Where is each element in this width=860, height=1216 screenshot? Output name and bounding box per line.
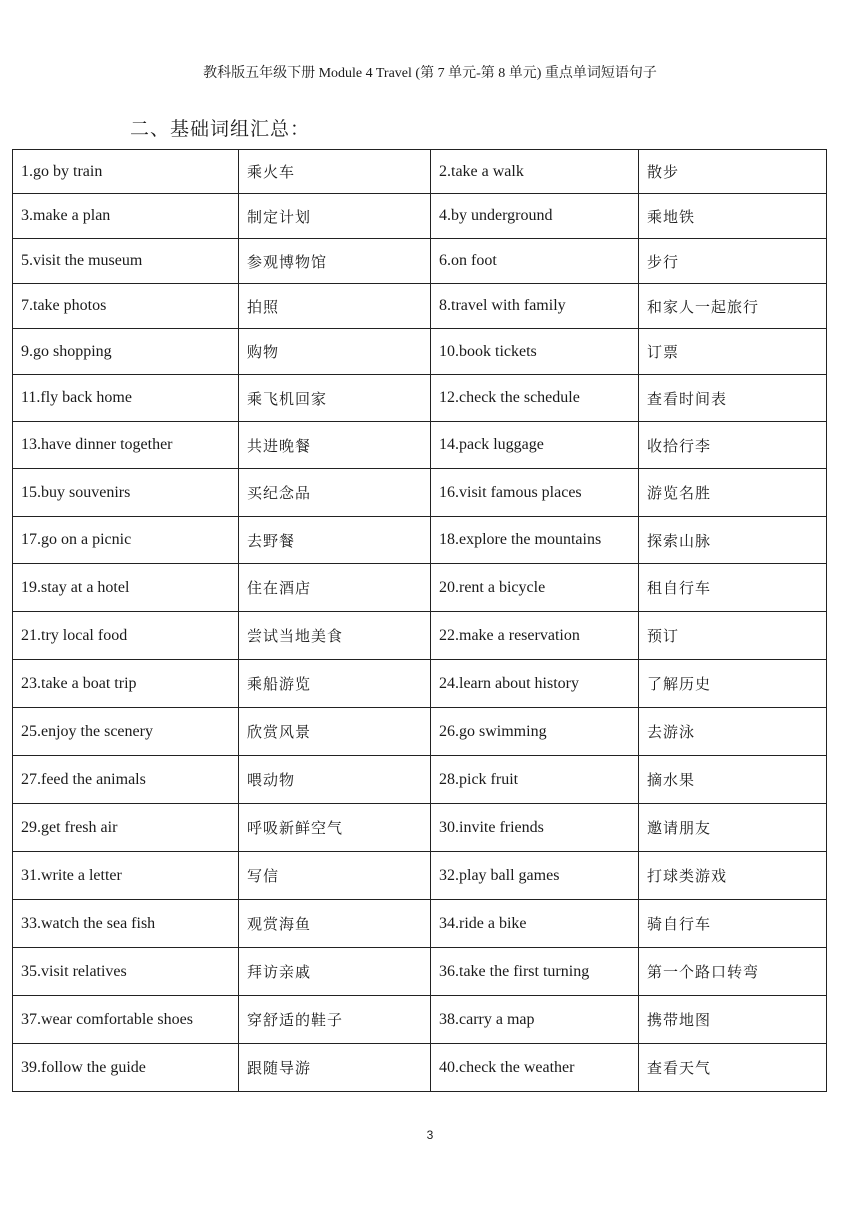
- chinese-meaning-cell: 探索山脉: [639, 517, 827, 564]
- chinese-meaning-cell: 第一个路口转弯: [639, 948, 827, 996]
- english-phrase-cell: 8.travel with family: [431, 284, 639, 329]
- chinese-meaning-cell: 乘飞机回家: [239, 375, 431, 422]
- english-phrase-cell: 27.feed the animals: [13, 756, 239, 804]
- english-phrase-cell: 16.visit famous places: [431, 469, 639, 517]
- chinese-meaning-cell: 租自行车: [639, 564, 827, 612]
- chinese-meaning-cell: 携带地图: [639, 996, 827, 1044]
- table-row: [13, 708, 827, 756]
- table-row: [13, 375, 827, 422]
- table-row: [13, 329, 827, 375]
- chinese-meaning-cell: 邀请朋友: [639, 804, 827, 852]
- chinese-meaning-cell: 拍照: [239, 284, 431, 329]
- chinese-meaning-cell: 去野餐: [239, 517, 431, 564]
- english-phrase-cell: 26.go swimming: [431, 708, 639, 756]
- english-phrase-cell: 33.watch the sea fish: [13, 900, 239, 948]
- english-phrase-cell: 6.on foot: [431, 239, 639, 284]
- english-phrase-cell: 29.get fresh air: [13, 804, 239, 852]
- english-phrase-cell: 28.pick fruit: [431, 756, 639, 804]
- vocabulary-table: [12, 149, 827, 1092]
- english-phrase-cell: 15.buy souvenirs: [13, 469, 239, 517]
- table-row: [13, 852, 827, 900]
- chinese-meaning-cell: 了解历史: [639, 660, 827, 708]
- english-phrase-cell: 36.take the first turning: [431, 948, 639, 996]
- chinese-meaning-cell: 喂动物: [239, 756, 431, 804]
- page-header: 教科版五年级下册 Module 4 Travel (第 7 单元-第 8 单元) 重点单词短语句子: [203, 66, 657, 81]
- chinese-meaning-cell: 买纪念品: [239, 469, 431, 517]
- table-row: [13, 948, 827, 996]
- english-phrase-cell: 13.have dinner together: [13, 422, 239, 469]
- chinese-meaning-cell: 和家人一起旅行: [639, 284, 827, 329]
- page-number: 3: [426, 1128, 434, 1142]
- english-phrase-cell: 1.go by train: [13, 150, 239, 194]
- chinese-meaning-cell: 摘水果: [639, 756, 827, 804]
- chinese-meaning-cell: 游览名胜: [639, 469, 827, 517]
- chinese-meaning-cell: 乘船游览: [239, 660, 431, 708]
- chinese-meaning-cell: 购物: [239, 329, 431, 375]
- chinese-meaning-cell: 跟随导游: [239, 1044, 431, 1092]
- english-phrase-cell: 10.book tickets: [431, 329, 639, 375]
- chinese-meaning-cell: 骑自行车: [639, 900, 827, 948]
- chinese-meaning-cell: 散步: [639, 150, 827, 194]
- english-phrase-cell: 37.wear comfortable shoes: [13, 996, 239, 1044]
- table-row: [13, 996, 827, 1044]
- english-phrase-cell: 38.carry a map: [431, 996, 639, 1044]
- chinese-meaning-cell: 制定计划: [239, 194, 431, 239]
- table-row: [13, 150, 827, 194]
- english-phrase-cell: 14.pack luggage: [431, 422, 639, 469]
- vocabulary-table-body: [13, 150, 827, 1092]
- english-phrase-cell: 9.go shopping: [13, 329, 239, 375]
- english-phrase-cell: 20.rent a bicycle: [431, 564, 639, 612]
- table-row: [13, 422, 827, 469]
- chinese-meaning-cell: 欣赏风景: [239, 708, 431, 756]
- english-phrase-cell: 2.take a walk: [431, 150, 639, 194]
- english-phrase-cell: 7.take photos: [13, 284, 239, 329]
- chinese-meaning-cell: 拜访亲戚: [239, 948, 431, 996]
- chinese-meaning-cell: 乘地铁: [639, 194, 827, 239]
- english-phrase-cell: 19.stay at a hotel: [13, 564, 239, 612]
- chinese-meaning-cell: 参观博物馆: [239, 239, 431, 284]
- english-phrase-cell: 4.by underground: [431, 194, 639, 239]
- english-phrase-cell: 11.fly back home: [13, 375, 239, 422]
- english-phrase-cell: 3.make a plan: [13, 194, 239, 239]
- table-row: [13, 900, 827, 948]
- table-row: [13, 194, 827, 239]
- chinese-meaning-cell: 尝试当地美食: [239, 612, 431, 660]
- english-phrase-cell: 23.take a boat trip: [13, 660, 239, 708]
- english-phrase-cell: 34.ride a bike: [431, 900, 639, 948]
- chinese-meaning-cell: 查看时间表: [639, 375, 827, 422]
- chinese-meaning-cell: 穿舒适的鞋子: [239, 996, 431, 1044]
- chinese-meaning-cell: 去游泳: [639, 708, 827, 756]
- english-phrase-cell: 21.try local food: [13, 612, 239, 660]
- chinese-meaning-cell: 查看天气: [639, 1044, 827, 1092]
- english-phrase-cell: 40.check the weather: [431, 1044, 639, 1092]
- english-phrase-cell: 5.visit the museum: [13, 239, 239, 284]
- chinese-meaning-cell: 观赏海鱼: [239, 900, 431, 948]
- english-phrase-cell: 24.learn about history: [431, 660, 639, 708]
- chinese-meaning-cell: 呼吸新鲜空气: [239, 804, 431, 852]
- table-row: [13, 612, 827, 660]
- chinese-meaning-cell: 打球类游戏: [639, 852, 827, 900]
- table-row: [13, 804, 827, 852]
- chinese-meaning-cell: 写信: [239, 852, 431, 900]
- english-phrase-cell: 39.follow the guide: [13, 1044, 239, 1092]
- chinese-meaning-cell: 订票: [639, 329, 827, 375]
- english-phrase-cell: 32.play ball games: [431, 852, 639, 900]
- chinese-meaning-cell: 住在酒店: [239, 564, 431, 612]
- table-row: [13, 284, 827, 329]
- table-row: [13, 239, 827, 284]
- chinese-meaning-cell: 步行: [639, 239, 827, 284]
- chinese-meaning-cell: 预订: [639, 612, 827, 660]
- section-title: 二、基础词组汇总：: [130, 118, 311, 140]
- english-phrase-cell: 17.go on a picnic: [13, 517, 239, 564]
- table-row: [13, 1044, 827, 1092]
- table-row: [13, 660, 827, 708]
- english-phrase-cell: 18.explore the mountains: [431, 517, 639, 564]
- english-phrase-cell: 35.visit relatives: [13, 948, 239, 996]
- chinese-meaning-cell: 共进晚餐: [239, 422, 431, 469]
- table-row: [13, 517, 827, 564]
- table-row: [13, 564, 827, 612]
- table-row: [13, 756, 827, 804]
- english-phrase-cell: 22.make a reservation: [431, 612, 639, 660]
- english-phrase-cell: 31.write a letter: [13, 852, 239, 900]
- table-row: [13, 469, 827, 517]
- english-phrase-cell: 12.check the schedule: [431, 375, 639, 422]
- english-phrase-cell: 25.enjoy the scenery: [13, 708, 239, 756]
- chinese-meaning-cell: 收拾行李: [639, 422, 827, 469]
- english-phrase-cell: 30.invite friends: [431, 804, 639, 852]
- chinese-meaning-cell: 乘火车: [239, 150, 431, 194]
